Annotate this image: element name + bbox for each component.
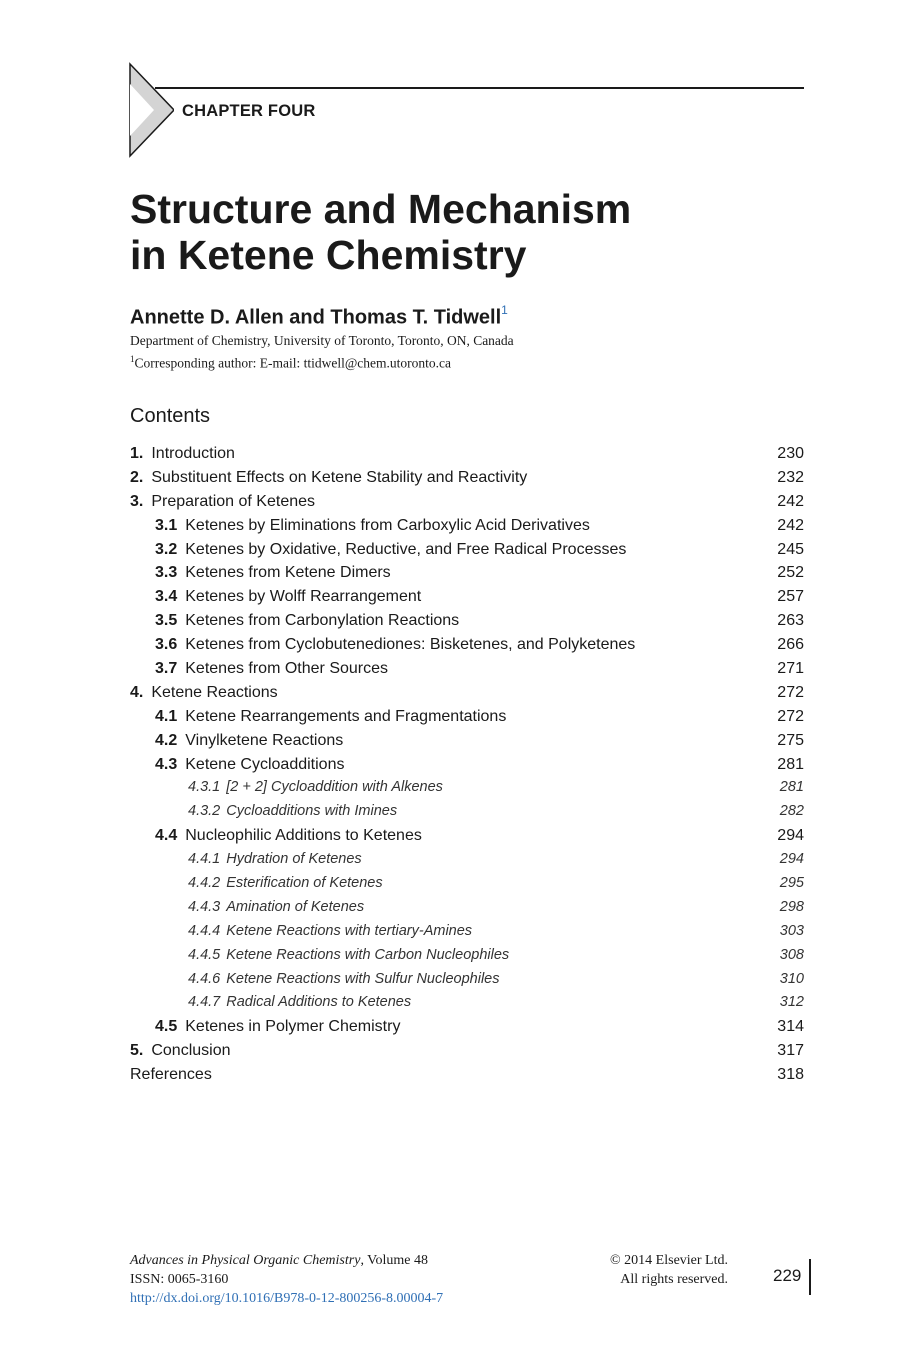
footer-journal: Advances in Physical Organic Chemistry	[130, 1253, 361, 1268]
toc-entry-page: 271	[777, 660, 804, 678]
toc-entry-title: Ketene Reactions	[151, 683, 278, 701]
table-of-contents	[130, 442, 804, 1087]
toc-entry-label	[130, 466, 527, 490]
toc-entry-page: 298	[779, 898, 804, 915]
toc-entry-page: 281	[777, 755, 804, 773]
toc-entry-title: Conclusion	[151, 1042, 231, 1060]
toc-entry-title: References	[130, 1066, 212, 1084]
toc-entry-number: 4.4.4	[188, 922, 221, 939]
toc-entry-page: 245	[777, 540, 804, 558]
toc-entry-title: Radical Additions to Ketenes	[226, 994, 412, 1011]
chapter-chevron-icon	[128, 62, 174, 158]
toc-entry-label	[188, 872, 383, 896]
toc-entry[interactable]	[130, 800, 804, 824]
toc-entry-label	[188, 848, 362, 872]
toc-entry-label	[155, 1015, 400, 1039]
toc-entry-number: 4.	[130, 683, 144, 701]
toc-entry-title: Ketene Cycloadditions	[185, 755, 345, 773]
footer-copyright	[560, 1251, 728, 1289]
toc-entry-page: 242	[777, 516, 804, 534]
chapter-rule	[155, 87, 804, 89]
toc-entry-page: 272	[777, 707, 804, 725]
toc-entry-label	[188, 944, 509, 968]
toc-entry-label	[155, 538, 626, 562]
toc-entry-title: Substituent Effects on Ketene Stability and Reactivity	[151, 468, 528, 486]
toc-entry-label	[130, 1063, 212, 1087]
toc-entry-page: 317	[777, 1042, 804, 1060]
toc-entry-title: Vinylketene Reactions	[185, 731, 344, 749]
toc-entry[interactable]	[130, 753, 804, 777]
toc-entry-page: 282	[779, 803, 804, 820]
toc-entry[interactable]	[130, 968, 804, 992]
toc-entry-number: 4.4.6	[188, 970, 221, 987]
page-number: 229	[773, 1266, 802, 1285]
toc-entry-page: 281	[779, 779, 804, 796]
chapter-label: CHAPTER FOUR	[182, 102, 316, 120]
toc-entry[interactable]	[130, 609, 804, 633]
toc-entry-page: 275	[777, 731, 804, 749]
toc-entry-label	[155, 824, 422, 848]
toc-entry-label	[188, 968, 499, 992]
toc-entry-page: 294	[779, 851, 804, 868]
toc-entry-label	[188, 896, 364, 920]
toc-entry-title: [2 + 2] Cycloaddition with Alkenes	[226, 779, 443, 796]
toc-entry-number: 4.4.3	[188, 898, 221, 915]
toc-entry-number: 4.4.5	[188, 946, 221, 963]
toc-entry-number: 4.4.7	[188, 994, 221, 1011]
affiliation-block	[130, 332, 514, 373]
toc-entry-number: 3.4	[155, 588, 178, 606]
toc-entry-page: 294	[777, 827, 804, 845]
toc-entry-title: Ketenes by Eliminations from Carboxylic Acid Derivatives	[185, 516, 590, 534]
corresponding-author-text: Corresponding author: E-mail: ttidwell@chem.utoronto.ca	[134, 355, 451, 371]
toc-entry-label	[188, 776, 443, 800]
toc-entry-title: Ketenes from Ketene Dimers	[185, 564, 391, 582]
author-footnote-marker[interactable]: 1	[501, 303, 508, 317]
chapter-title-line-2: in Ketene Chemistry	[130, 232, 527, 278]
toc-entry[interactable]	[130, 944, 804, 968]
toc-entry-number: 3.2	[155, 540, 178, 558]
toc-entry-number: 4.5	[155, 1018, 178, 1036]
toc-entry-number: 3.7	[155, 660, 178, 678]
toc-entry[interactable]	[130, 561, 804, 585]
toc-entry-label	[155, 753, 344, 777]
toc-entry-page: 257	[777, 588, 804, 606]
toc-entry-title: Nucleophilic Additions to Ketenes	[185, 827, 422, 845]
toc-entry[interactable]	[130, 633, 804, 657]
toc-entry-label	[155, 561, 391, 585]
toc-entry[interactable]	[130, 514, 804, 538]
toc-entry-number: 5.	[130, 1042, 144, 1060]
toc-entry[interactable]	[130, 1039, 804, 1063]
toc-entry-title: Hydration of Ketenes	[226, 851, 362, 868]
toc-entry[interactable]	[130, 872, 804, 896]
toc-entry-number: 4.3.1	[188, 779, 221, 796]
toc-entry-page: 318	[777, 1066, 804, 1084]
toc-entry-label	[155, 514, 590, 538]
toc-entry-page: 242	[777, 492, 804, 510]
toc-entry-title: Ketene Reactions with Sulfur Nucleophiles	[226, 970, 500, 987]
footer-issn: ISSN: 0065-3160	[130, 1272, 229, 1287]
toc-entry[interactable]	[130, 991, 804, 1015]
toc-entry-label	[130, 490, 315, 514]
toc-entry[interactable]	[130, 896, 804, 920]
toc-entry-title: Ketenes in Polymer Chemistry	[185, 1018, 401, 1036]
toc-entry-page: 295	[779, 875, 804, 892]
toc-entry[interactable]	[130, 442, 804, 466]
toc-entry-number: 3.6	[155, 636, 178, 654]
toc-entry[interactable]	[130, 776, 804, 800]
toc-entry-label	[130, 681, 278, 705]
footer-journal-line	[130, 1251, 443, 1270]
toc-entry-number: 1.	[130, 445, 144, 462]
chapter-title	[130, 186, 631, 278]
toc-entry-label	[188, 800, 397, 824]
toc-entry-title: Ketene Reactions with Carbon Nucleophiles	[226, 946, 510, 963]
toc-entry-page: 272	[777, 683, 804, 701]
toc-entry-number: 4.4.2	[188, 875, 221, 892]
toc-entry-label	[188, 991, 411, 1015]
toc-entry[interactable]	[130, 657, 804, 681]
toc-entry-label	[155, 585, 421, 609]
toc-entry-label	[155, 729, 343, 753]
toc-entry[interactable]	[130, 681, 804, 705]
toc-entry-page: 310	[779, 970, 804, 987]
toc-entry-page: 303	[779, 922, 804, 939]
chapter-title-line-1: Structure and Mechanism	[130, 186, 632, 232]
author-list	[130, 305, 508, 330]
toc-entry-label	[130, 442, 235, 466]
corresponding-marker: 1	[130, 354, 135, 364]
toc-entry-number: 4.4.1	[188, 851, 221, 868]
toc-entry[interactable]	[130, 729, 804, 753]
toc-entry-title: Ketene Reactions with tertiary-Amines	[226, 922, 473, 939]
toc-entry-label	[155, 657, 388, 681]
corresponding-author	[130, 350, 514, 373]
toc-entry-page: 230	[777, 445, 804, 462]
toc-entry[interactable]	[130, 705, 804, 729]
footer-copyright-line: © 2014 Elsevier Ltd.	[610, 1253, 728, 1268]
footer-doi-link[interactable]: http://dx.doi.org/10.1016/B978-0-12-800256-8.00004-7	[130, 1291, 444, 1306]
toc-entry-title: Esterification of Ketenes	[226, 875, 383, 892]
toc-entry-page: 252	[777, 564, 804, 582]
contents-heading: Contents	[130, 405, 211, 427]
toc-entry-title: Ketenes by Wolff Rearrangement	[185, 588, 422, 606]
footer-rights-line: All rights reserved.	[620, 1272, 728, 1287]
toc-entry-page: 263	[777, 612, 804, 630]
toc-entry[interactable]	[130, 824, 804, 848]
author-names: Annette D. Allen and Thomas T. Tidwell	[130, 306, 502, 329]
toc-entry-label	[130, 1039, 231, 1063]
toc-entry-label	[155, 633, 635, 657]
toc-entry-number: 4.4	[155, 827, 178, 845]
toc-entry-label	[188, 920, 472, 944]
toc-entry-label	[155, 705, 506, 729]
toc-entry-title: Introduction	[151, 445, 235, 462]
toc-entry-label	[155, 609, 459, 633]
toc-entry-number: 3.1	[155, 516, 178, 534]
toc-entry[interactable]	[130, 1063, 804, 1087]
toc-entry-number: 4.1	[155, 707, 178, 725]
affiliation-department: Department of Chemistry, University of Toronto, Toronto, ON, Canada	[130, 333, 514, 348]
footer-citation	[130, 1251, 443, 1308]
footer-volume: , Volume 48	[360, 1253, 428, 1268]
toc-entry-number: 2.	[130, 468, 144, 486]
toc-entry-title: Cycloadditions with Imines	[226, 803, 398, 820]
toc-entry[interactable]	[130, 1015, 804, 1039]
toc-entry-page: 232	[777, 468, 804, 486]
toc-entry[interactable]	[130, 848, 804, 872]
toc-entry[interactable]	[130, 920, 804, 944]
toc-entry[interactable]	[130, 466, 804, 490]
toc-entry-number: 3.5	[155, 612, 178, 630]
toc-entry-number: 4.3	[155, 755, 178, 773]
toc-entry[interactable]	[130, 585, 804, 609]
toc-entry-number: 3.3	[155, 564, 178, 582]
toc-entry-title: Ketenes by Oxidative, Reductive, and Free Radical Processes	[185, 540, 627, 558]
toc-entry-page: 266	[777, 636, 804, 654]
toc-entry-title: Amination of Ketenes	[226, 898, 365, 915]
toc-entry-title: Ketenes from Cyclobutenediones: Bisketenes, and Polyketenes	[185, 636, 636, 654]
toc-entry-page: 308	[779, 946, 804, 963]
toc-entry[interactable]	[130, 490, 804, 514]
toc-entry-number: 4.2	[155, 731, 178, 749]
toc-entry[interactable]	[130, 538, 804, 562]
toc-entry-number: 4.3.2	[188, 803, 221, 820]
toc-entry-number: 3.	[130, 492, 144, 510]
page-number-rule	[809, 1259, 811, 1295]
toc-entry-page: 314	[777, 1018, 804, 1036]
toc-entry-title: Ketene Rearrangements and Fragmentations	[185, 707, 507, 725]
toc-entry-title: Ketenes from Other Sources	[185, 660, 389, 678]
toc-entry-title: Preparation of Ketenes	[151, 492, 316, 510]
toc-entry-title: Ketenes from Carbonylation Reactions	[185, 612, 460, 630]
toc-entry-page: 312	[779, 994, 804, 1011]
